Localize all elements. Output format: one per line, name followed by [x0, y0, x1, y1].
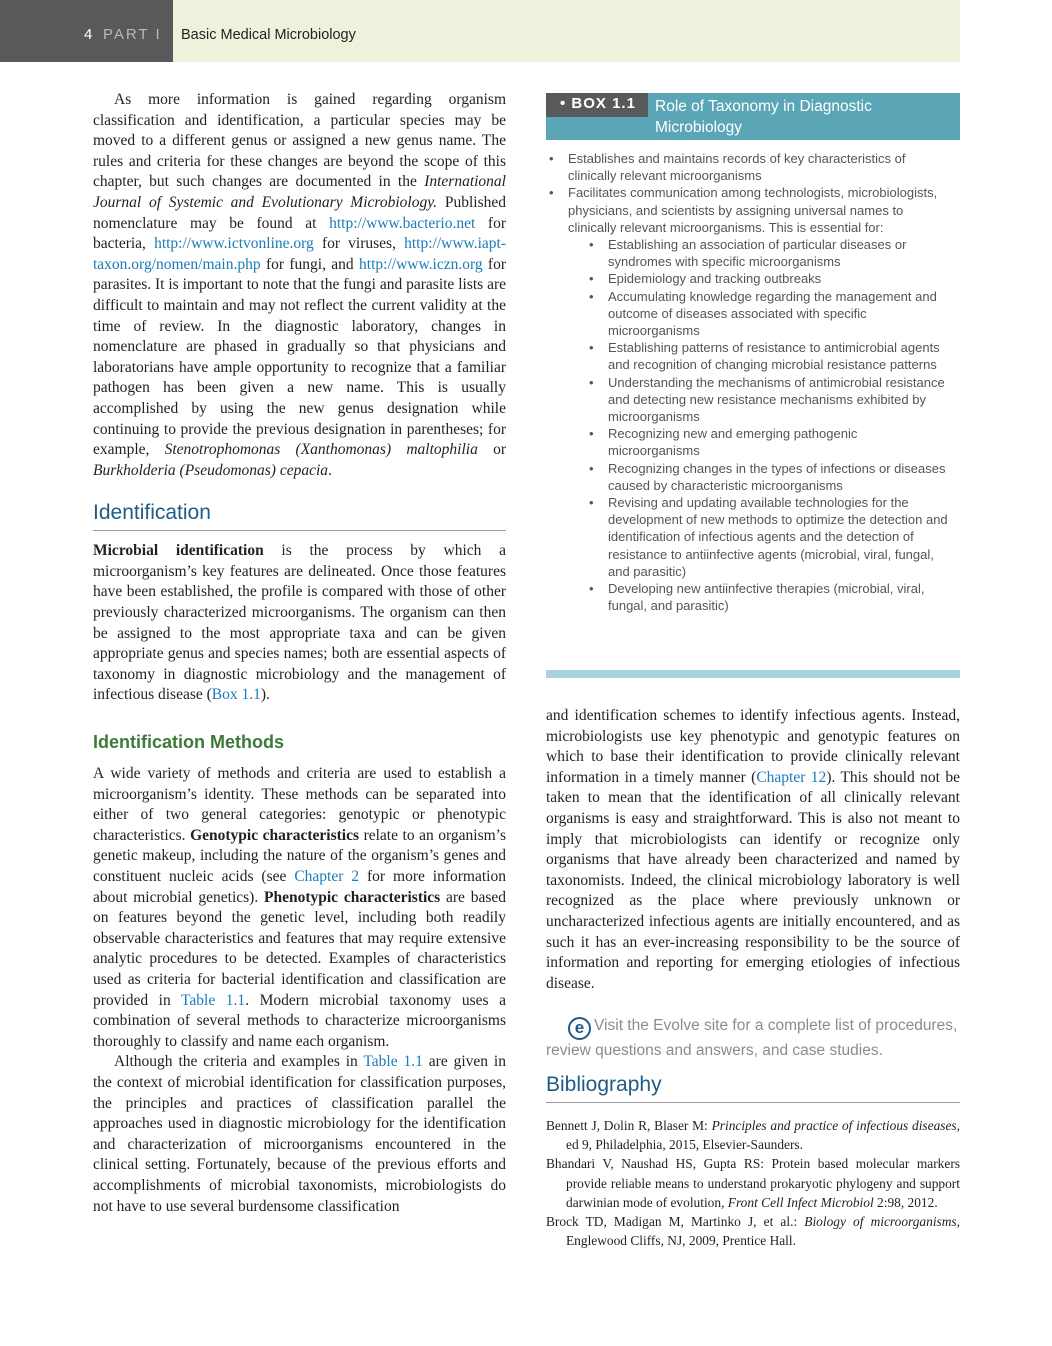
list-item: [548, 184, 948, 614]
evolve-text[interactable]: Visit the Evolve site for a complete list of procedures, review questions and answers, and case studies.: [546, 1017, 958, 1059]
text-span: . Modern microbial taxonomy uses a combination of several methods to characterize microorganisms thoroughly to classify and name each organism.: [93, 991, 506, 1050]
chapter-title: Basic Medical Microbiology: [181, 27, 356, 43]
text-span: ).: [260, 686, 270, 704]
text-span: for parasites. It is important to note that the fungi and parasite lists are difficult to maintain and may not reflect the current validity at the time of review. In the diagnostic laboratory, changes in nomenclature are phased in gradually so that physicians and laboratorians have ample opportunity to recognize that a familiar pathogen has been given a new name. This is usually accomplished by using the new genus designation while continuing to provide the previous designation in parentheses; for example,: [93, 255, 507, 459]
box-reference-link[interactable]: Box 1.1: [211, 686, 261, 704]
text-span: Brock TD, Madigan M, Martinko J, et al.:: [546, 1214, 805, 1230]
link-iapt[interactable]: http://www.iapt-taxon.org/nomen/main.php: [93, 235, 506, 273]
text-span: ). This should not be taken to mean that the identification of all clinically relevant organisms is easy and straightforward. This is also not meant to imply that microbiologists can identify or recognize only organisms that have already been characterized and named by taxonomists. Indeed, the clinical microbiology laboratory is well recognized as the place where previously unknown or uncharacterized infectious agents are initially encountered, and as such it has an ever-increasing responsibility to be the source of information and reporting for emerging etiologies of infectious disease.: [546, 768, 960, 992]
right-column: [546, 706, 960, 994]
term-microbial-identification: Microbial identification: [93, 542, 264, 560]
identification-heading: Identification: [93, 501, 506, 531]
text-span: relate to an organism’s genetic makeup, including the nature of the organism’s genes and constituent nucleic acids (see: [93, 826, 507, 885]
citation-title: Front Cell Infect Microbiol: [727, 1194, 874, 1210]
text-span: are based on features beyond the genetic level, including both readily observable characteristics and features that may require extensive analytic procedures to be detected. Examples of characteristics used as criteria for bacterial identification and classification are provided in: [93, 888, 506, 1009]
citation-title: Biology of microorganisms,: [804, 1214, 960, 1230]
text-span: As more information is gained regarding organism classification and identification, a particular species may be moved to a different genus or assigned a new genus name. The rules and criteria for these changes are beyond the scope of this chapter, but such changes are documented in the: [93, 91, 506, 191]
list-item: • Epidemiology and tracking outbreaks: [588, 270, 948, 287]
box-number: • BOX 1.1: [546, 93, 648, 117]
text-span: or: [477, 441, 506, 459]
list-item: • Revising and updating available technologies for the development of new methods to optimize the detection and identification of infectious agents and the detection of resistance to antiinfective agents (microbial, viral, fungal, and parasitic): [588, 494, 948, 580]
chapter-reference-link[interactable]: Chapter 2: [294, 868, 360, 885]
example-organism: Stenotrophomonas (Xanthomonas) maltophilia: [164, 441, 478, 459]
term-phenotypic: Phenotypic characteristics: [263, 888, 441, 906]
text-span: 2:98, 2012.: [873, 1194, 938, 1210]
text-span: are given in the context of microbial identification for classification purposes, the principles and practices of classification parallel the approaches used in diagnostic microbiology for the identification and characterization of microorganisms encountered in the clinical setting. Fortunately, because of the previous efforts and accomplishments of microbial taxonomists, microbiologists do not have to use several burdensome classification: [93, 1053, 506, 1215]
list-item: • Establishes and maintains records of key characteristics of clinically relevant microorganisms: [548, 150, 948, 184]
list-item: • Understanding the mechanisms of antimicrobial resistance and detecting new resistance mechanisms exhibited by microorganisms: [588, 374, 948, 426]
list-item: • Establishing an association of particular diseases or syndromes with specific microorganisms: [588, 236, 948, 270]
paragraph-criteria: [93, 1052, 506, 1217]
text-span: A wide variety of methods and criteria are used to establish a microorganism’s identity. These methods can be separated into either of two general categories: genotypic or phenotypic characteristics.: [93, 765, 506, 844]
journal-title: International Journal of Systemic and Evolutionary Microbiology.: [93, 173, 506, 211]
box-content: [548, 150, 948, 614]
chapter-reference-link[interactable]: Chapter 12: [756, 768, 827, 786]
paragraph-continued: [546, 706, 960, 994]
bibliography-section: [546, 1073, 960, 1103]
part-label: PART I: [103, 26, 162, 43]
table-reference-link[interactable]: Table 1.1: [363, 1053, 423, 1071]
box-sublist: [568, 236, 948, 614]
bibliography-entry: [546, 1154, 960, 1212]
list-item: • Developing new antiinfective therapies (microbial, viral, fungal, and parasitic): [588, 580, 948, 614]
text-span: ed 9, Philadelphia, 2015, Elsevier-Saunders.: [566, 1137, 803, 1153]
text-span: Bennett J, Dolin R, Blaser M:: [546, 1118, 712, 1133]
box-bottom-rule: [546, 670, 960, 678]
text-span: Published nomenclature may be found at: [93, 193, 506, 232]
example-organism: Burkholderia (Pseudomonas) cepacia: [93, 461, 329, 479]
text-span: .: [328, 461, 332, 479]
identification-methods-heading: Identification Methods: [93, 732, 284, 753]
text-span: for fungi, and: [260, 255, 360, 273]
bibliography-heading: Bibliography: [546, 1073, 960, 1103]
text-span: is the process by which a microorganism’s key features are delineated. Once those features have been established, the profile is compared with those of other previously characterized microorganisms. The organism can then be assigned to the most appropriate taxa and can be given appropriate genus and species names; both are essential aspects of taxonomy in diagnostic microbiology and the management of infectious disease (: [93, 542, 506, 704]
list-item: • Accumulating knowledge regarding the management and outcome of diseases associated with specific microorganisms: [588, 288, 948, 340]
left-column: [93, 90, 506, 1217]
list-item: • Establishing patterns of resistance to antimicrobial agents and recognition of changing microbial resistance patterns: [588, 339, 948, 373]
paragraph-identification: [93, 541, 506, 706]
bibliography-list: [546, 1116, 960, 1250]
box-header: [546, 93, 960, 140]
page-number: 4: [84, 26, 93, 43]
text-span: for more information about microbial genetics).: [93, 868, 506, 906]
text-span: Bhandari V, Naushad HS, Gupta RS: Protein based molecular markers provide reliable means to understand prokaryotic phylogeny and support darwinian mode of evolution,: [546, 1156, 960, 1210]
box-title: Role of Taxonomy in Diagnostic Microbiology: [655, 98, 872, 136]
text-span: and identification schemes to identify infectious agents. Instead, microbiologists use key phenotypic and genotypic features on which to base their identification to provide clinically relevant information in a timely manner (: [546, 707, 960, 786]
evolve-e-icon: e: [568, 1017, 591, 1040]
term-genotypic: Genotypic characteristics: [190, 826, 360, 844]
paragraph-methods: [93, 764, 506, 1052]
text-span: Englewood Cliffs, NJ, 2009, Prentice Hall.: [566, 1233, 796, 1249]
evolve-note: [546, 1015, 960, 1061]
list-item-text: Facilitates communication among technologists, microbiologists, physicians, and scientists by assigning universal names to clinically relevant microorganisms. This is essential for:: [568, 185, 938, 235]
link-bacterio[interactable]: http://www.bacterio.net: [329, 214, 476, 232]
list-item: • Recognizing changes in the types of infections or diseases caused by characteristic microorganisms: [588, 460, 948, 494]
table-reference-link[interactable]: Table 1.1: [181, 991, 246, 1009]
bibliography-entry: [546, 1116, 960, 1154]
paragraph-nomenclature: [93, 90, 506, 481]
list-item: • Recognizing new and emerging pathogenic microorganisms: [588, 425, 948, 459]
box-list: [548, 150, 948, 614]
link-ictvonline[interactable]: http://www.ictvonline.org: [154, 235, 314, 253]
link-iczn[interactable]: http://www.iczn.org: [359, 255, 483, 273]
bibliography-entry: [546, 1212, 960, 1250]
text-span: Although the criteria and examples in: [114, 1053, 364, 1071]
citation-title: Principles and practice of infectious diseases,: [711, 1118, 960, 1133]
text-span: for viruses,: [313, 235, 405, 253]
text-span: for bacteria,: [93, 214, 507, 253]
